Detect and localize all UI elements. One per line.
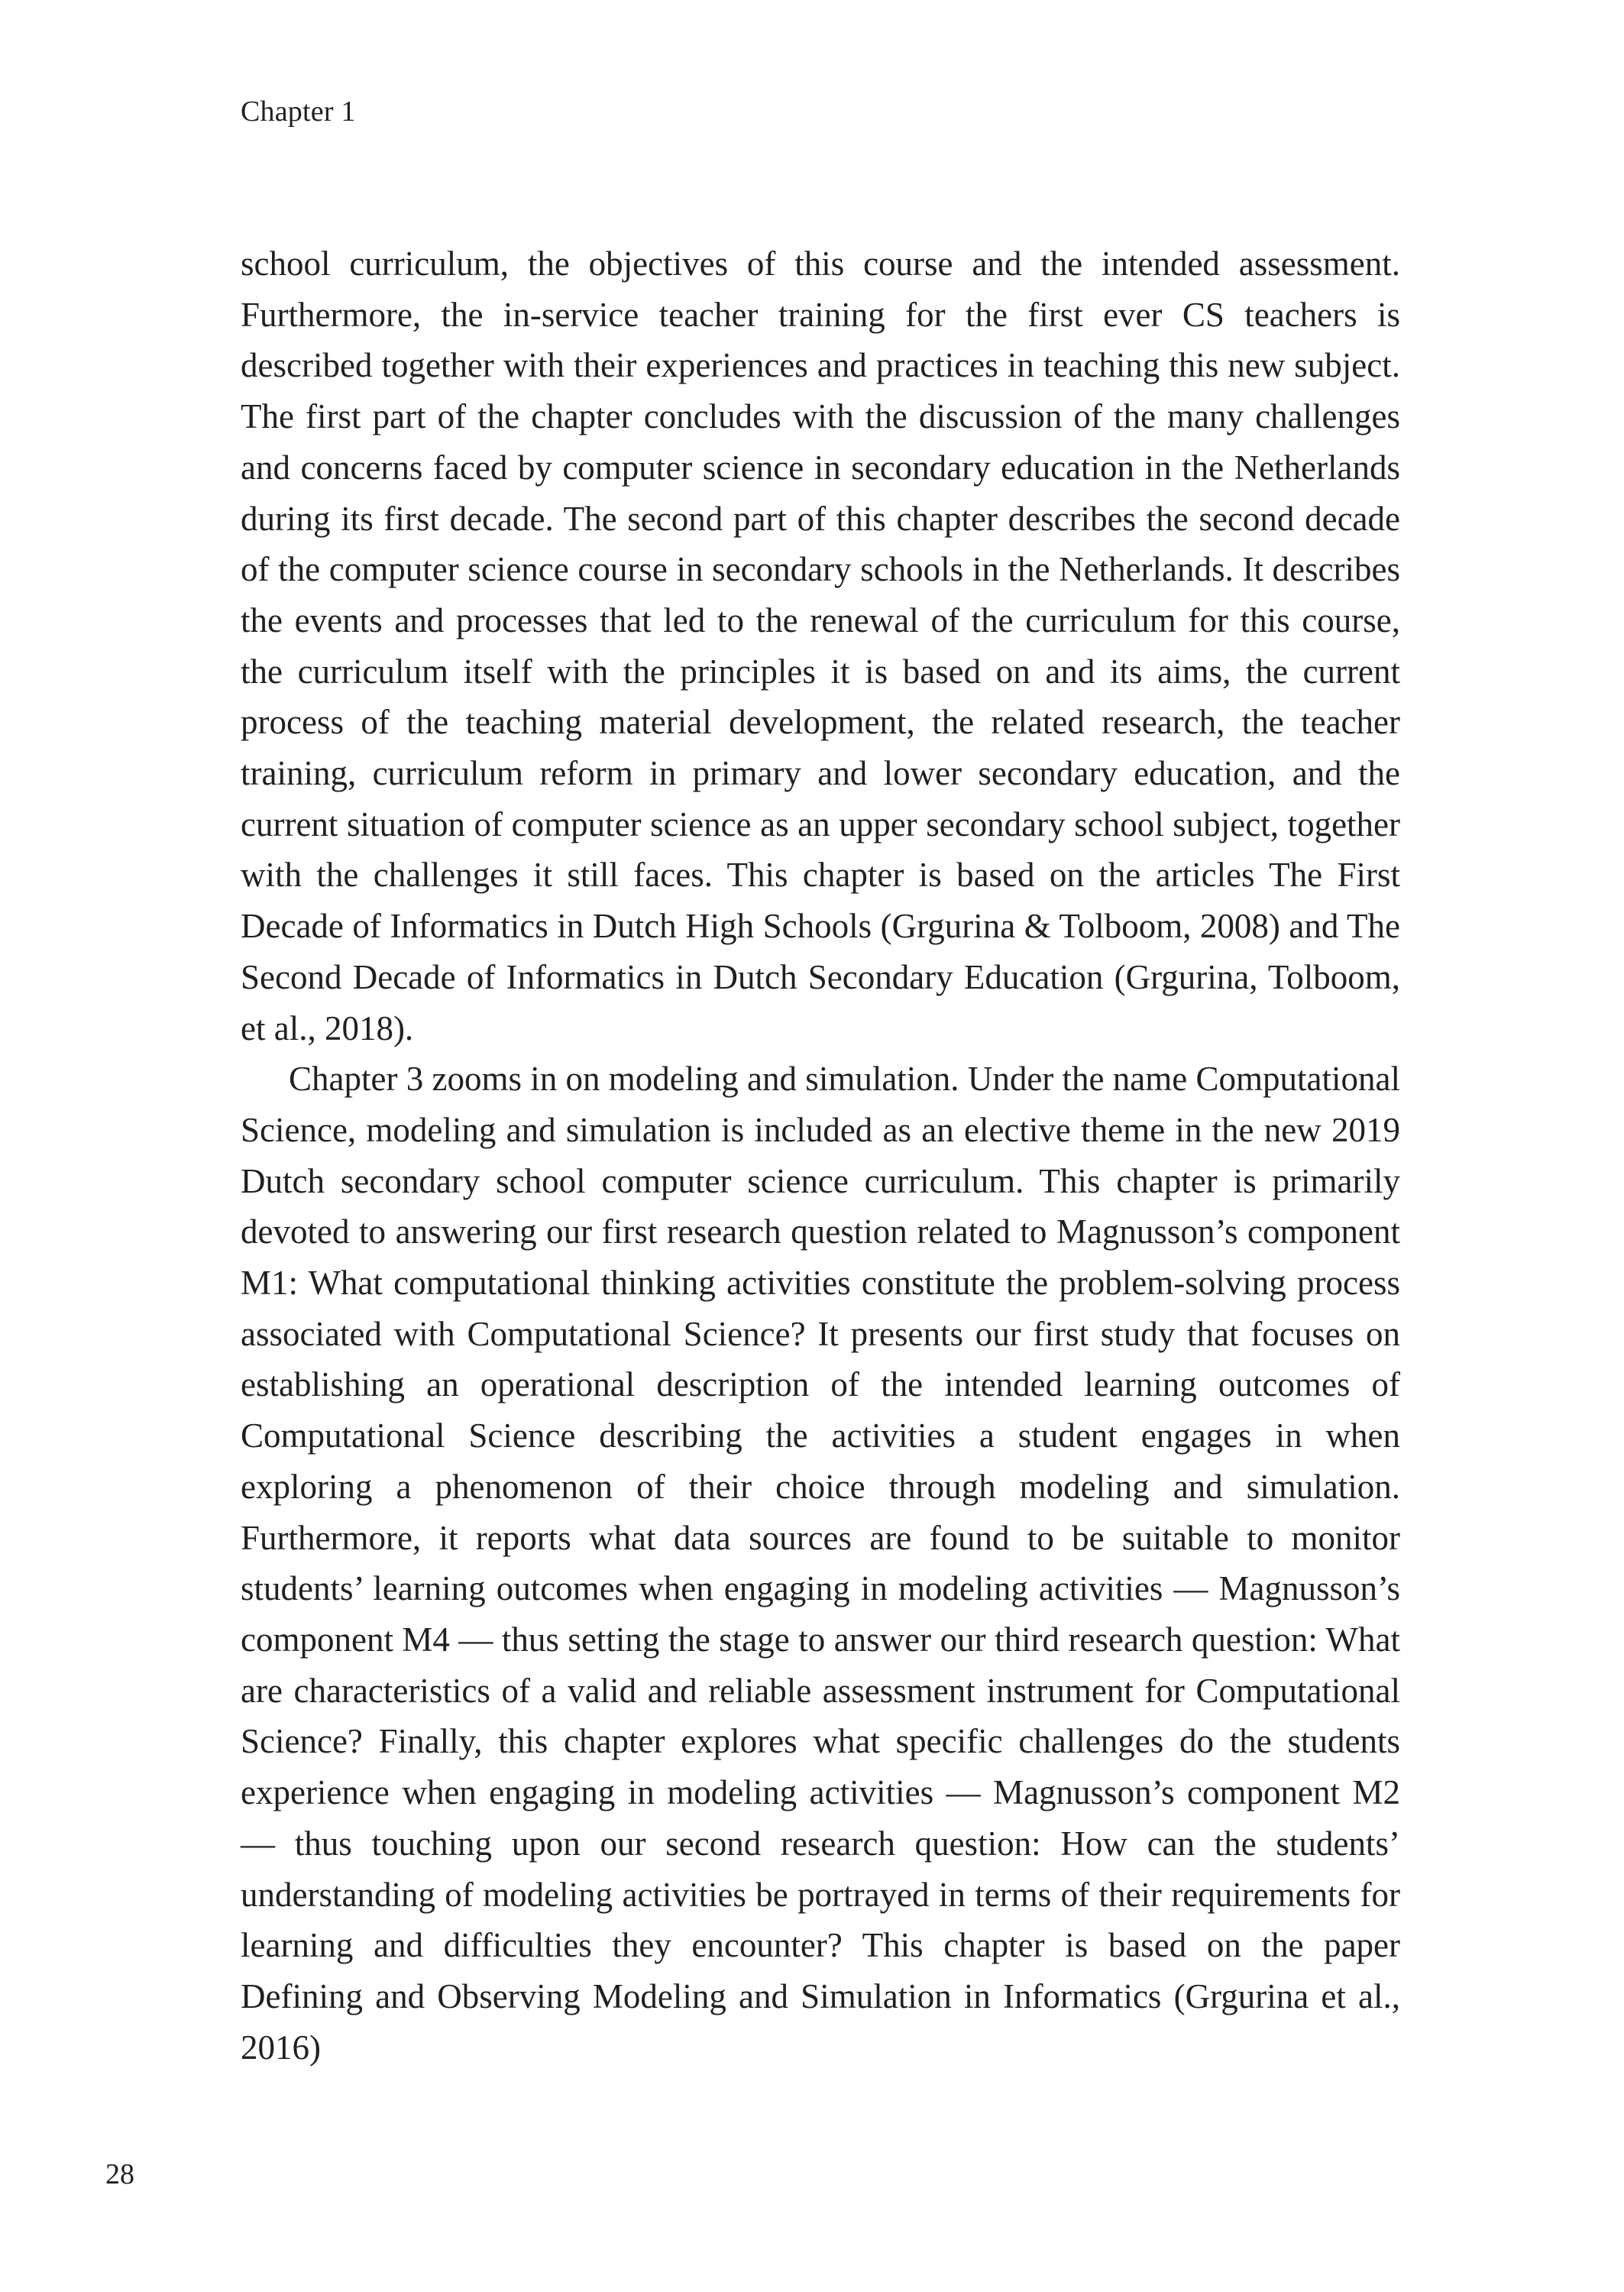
body-text [241,238,1400,2073]
page-number: 28 [105,2158,134,2190]
paragraph-continuation: school curriculum, the objectives of this course and the intended assessment. Furthermore, the in-service teacher training for the first ever CS teachers is described together with their experiences and practices in teaching this new subject. The first part of the chapter concludes with the discussion of the many challenges and concerns faced by computer science in secondary education in the Netherlands during its first decade. The second part of this chapter describes the second decade of the computer science course in secondary schools in the Netherlands. It describes the events and processes that led to the renewal of the curriculum for this course, the curriculum itself with the principles it is based on and its aims, the current process of the teaching material development, the related research, the teacher training, curriculum reform in primary and lower secondary education, and the current situation of computer science as an upper secondary school subject, together with the challenges it still faces. This chapter is based on the articles The First Decade of Informatics in Dutch High Schools (Grgurina & Tolboom, 2008) and The Second Decade of Informatics in Dutch Secondary Education (Grgurina, Tolboom, et al., 2018). [241,244,1400,1047]
running-header: Chapter 1 [241,96,356,128]
paragraph-chapter-3-summary: Chapter 3 zooms in on modeling and simulation. Under the name Computational Science, modeling and simulation is included as an elective theme in the new 2019 Dutch secondary school computer science curriculum. This chapter is primarily devoted to answering our first research question related to Magnusson’s component M1: What computational thinking activities constitute the problem-solving process associated with Computational Science? It presents our first study that focuses on establishing an operational description of the intended learning outcomes of Computational Science describing the activities a student engages in when exploring a phenomenon of their choice through modeling and simulation. Furthermore, it reports what data sources are found to be suitable to monitor students’ learning outcomes when engaging in modeling activities — Magnusson’s component M4 — thus setting the stage to answer our third research question: What are characteristics of a valid and reliable assessment instrument for Computational Science? Finally, this chapter explores what specific challenges do the students experience when engaging in modeling activities — Magnusson’s component M2 — thus touching upon our second research question: How can the students’ understanding of modeling activities be portrayed in terms of their requirements for learning and difficulties they encounter? This chapter is based on the paper Defining and Observing Modeling and Simulation in Informatics (Grgurina et al., 2016) [241,1060,1400,2067]
